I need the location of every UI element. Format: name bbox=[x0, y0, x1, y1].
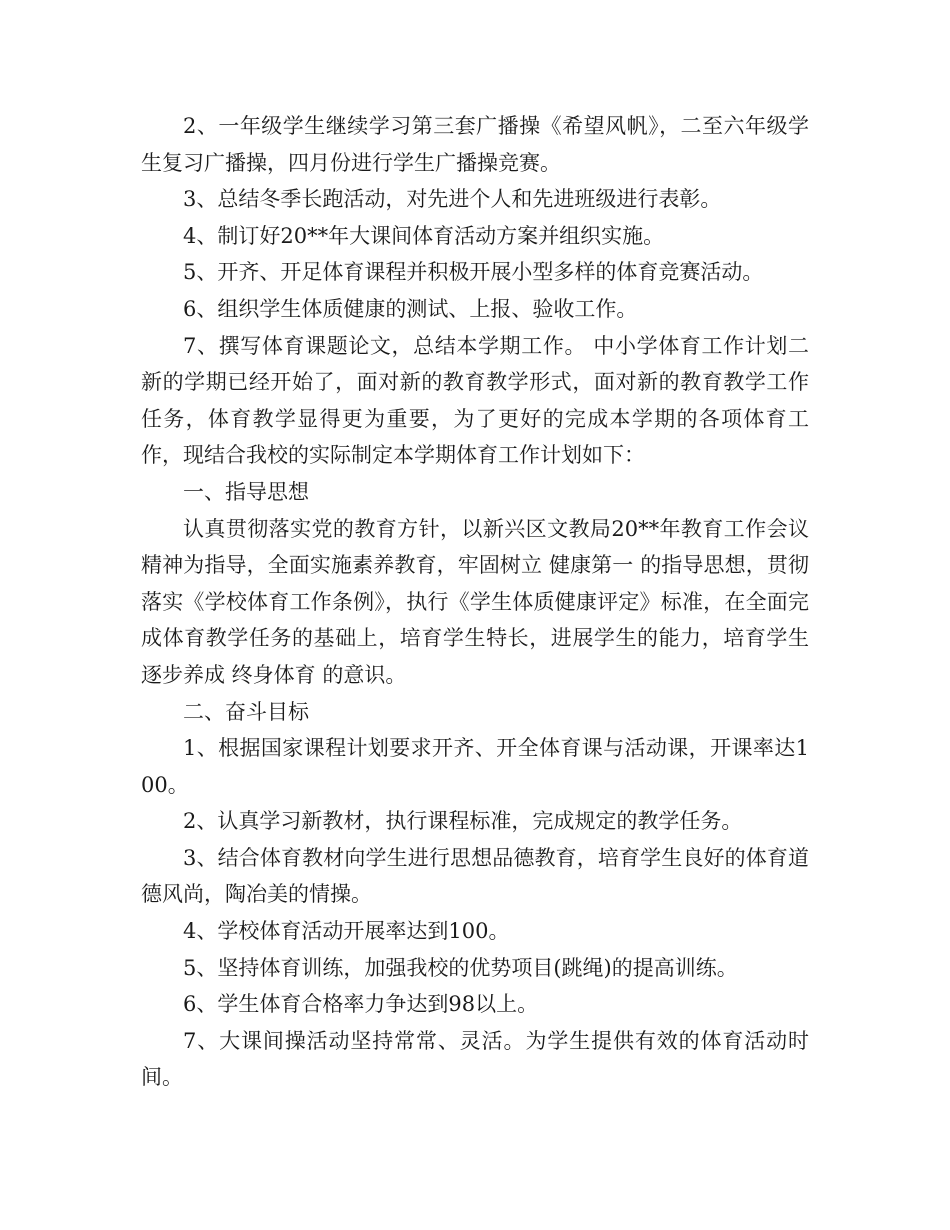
goal-item-2: 2、认真学习新教材，执行课程标准，完成规定的教学任务。 bbox=[183, 809, 743, 834]
goal-item-7: 7、大课间操活动坚持常常、灵活。为学生提供有效的体育活动时间。 bbox=[141, 1028, 809, 1090]
section-heading-goals: 二、奋斗目标 bbox=[183, 699, 309, 724]
goal-item-6: 6、学生体育合格率力争达到98以上。 bbox=[183, 992, 539, 1017]
paragraph-item-3-winter-running: 3、总结冬季长跑活动，对先进个人和先进班级进行表彰。 bbox=[183, 187, 722, 212]
goal-item-4: 4、学校体育活动开展率达到100。 bbox=[183, 919, 510, 944]
paragraph-item-7-and-plan-two-intro: 7、撰写体育课题论文，总结本学期工作。 中小学体育工作计划二 新的学期已经开始了，面对新的教育教学形式，面对新的教育教学工作任务，体育教学显得更为重要，为了更好的完成本学期的各项体育工作，现结合我校的实际制定本学期体育工作计划如下： bbox=[141, 333, 809, 468]
paragraph-item-6-fitness-testing: 6、组织学生体质健康的测试、上报、验收工作。 bbox=[183, 296, 638, 321]
goal-item-5: 5、坚持体育训练，加强我校的优势项目(跳绳)的提高训练。 bbox=[183, 955, 738, 980]
goal-item-1: 1、根据国家课程计划要求开齐、开全体育课与活动课，开课率达100。 bbox=[141, 736, 809, 797]
paragraph-guiding-thought: 认真贯彻落实党的教育方针，以新兴区文教局20**年教育工作会议精神为指导，全面实施素养教育，牢固树立 健康第一 的指导思想，贯彻落实《学校体育工作条例》，执行《学生体质健康评定》标准，在全面完成体育教学任务的基础上，培育学生特长，进展学生的能力，培育学生逐步养成 终身体育 的意识。 bbox=[141, 516, 809, 687]
section-heading-guiding-thought: 一、指导思想 bbox=[183, 479, 309, 504]
goal-item-3: 3、结合体育教材向学生进行思想品德教育，培育学生良好的体育道德风尚，陶冶美的情操。 bbox=[141, 845, 809, 907]
paragraph-item-5-pe-courses: 5、开齐、开足体育课程并积极开展小型多样的体育竞赛活动。 bbox=[183, 260, 764, 285]
paragraph-item-4-recess-plan: 4、制订好20**年大课间体育活动方案并组织实施。 bbox=[183, 223, 665, 248]
document-body bbox=[141, 108, 809, 1096]
paragraph-item-2-broadcast-exercise: 2、一年级学生继续学习第三套广播操《希望风帆》，二至六年级学生复习广播操，四月份进行学生广播操竞赛。 bbox=[141, 114, 809, 175]
